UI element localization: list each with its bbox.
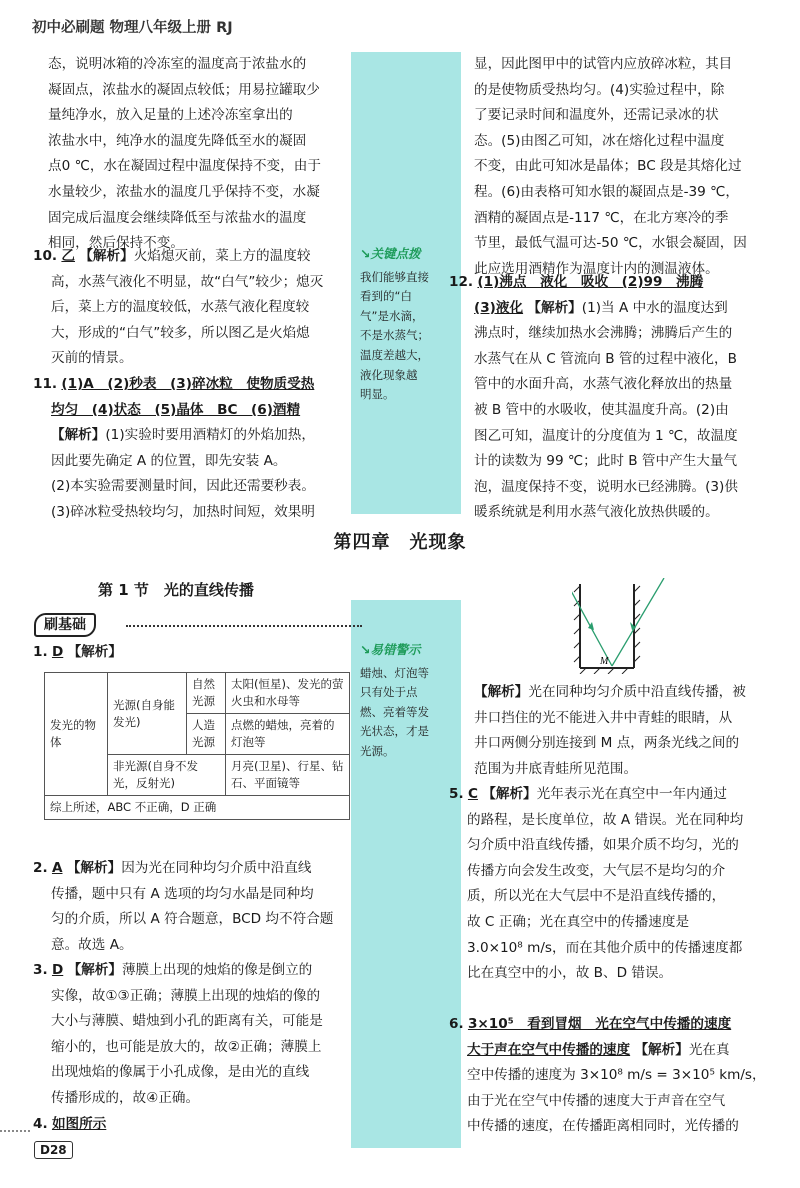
q6-block [449,1012,779,1140]
text-line: 由于光在空气中传播的速度大于声音在空气 [467,1092,726,1109]
tip-line: 蜡烛、灯泡等 [360,665,429,680]
text-line: 泡，温度保持不变，说明水已经沸腾。(3)供 [474,478,738,495]
text-line: 高，水蒸气液化不明显，故“白气”较少；熄灭 [51,273,324,290]
text-line: 缩小的，也可能是放大的，故②正确；薄膜上 [51,1038,322,1055]
answer: D [51,962,64,978]
well-frog-figure [572,578,682,674]
text-line: 态，说明冰箱的冷冻室的温度高于浓盐水的 [48,56,307,72]
analysis-label: 【解析】 [51,427,106,444]
text-line: 后，菜上方的温度较低，水蒸气液化程度较 [51,299,310,316]
text-line: 光在真 [688,1041,730,1058]
tip-line: 光状态，才是 [360,724,429,739]
answer: D [51,644,64,660]
error-warning-title: ↘易错警示 [360,642,421,657]
text-line: 比在真空中的小，故 B、D 错误。 [467,965,673,982]
q4-analysis-block [474,680,774,782]
answer: (1)A (2)秒表 (3)碎冰粒 使物质受热 [61,376,315,392]
q10-block [33,244,351,372]
text-line: 水量较少，浓盐水的温度几乎保持不变，水凝 [48,183,320,200]
q11-block [33,372,351,526]
page-header: 初中必刷题 物理八年级上册 RJ [32,20,233,36]
text-line: (1)当 A 中水的温度达到 [581,299,728,316]
analysis-label: 【解析】 [67,962,122,978]
tip-line: 不是水蒸气； [360,328,429,343]
text-line: 点0 ℃，水在凝固过程中温度保持不变，由于 [48,158,321,175]
analysis-label: 【解析】 [527,299,582,316]
text-line: 酒精的凝固点是-117 ℃，在北方寒冷的季 [474,209,729,226]
text-line: 因此要先确定 A 的位置，即先安装 A。 [51,452,287,469]
text-line: 质，所以光在大气层中不是沿直线传播的， [467,888,726,905]
analysis-label: 【解析】 [79,248,134,264]
analysis-label: 【解析】 [634,1041,689,1058]
answer: C [467,786,478,802]
text-line: 固完成后温度会继续降低至与浓盐水的温度 [48,209,307,226]
text-line: 传播，题中只有 A 选项的均匀水晶是同种均 [51,885,314,902]
q2-block [33,856,351,958]
dotted-divider [126,625,362,627]
text-line: 节里，最低气温可达-50 ℃，水银会凝固，因 [474,235,747,252]
q4-block [33,1112,351,1138]
text-line: 实像，故①③正确；薄膜上出现的烛焰的像的 [51,987,321,1004]
analysis-label: 【解析】 [66,860,122,876]
text-line: 管中的水面升高，水蒸气液化释放出的热量 [474,376,733,393]
table-cell: 点燃的蜡烛，亮着的灯泡等 [226,714,350,755]
analysis-label: 【解析】 [482,786,537,802]
text-line: 被 B 管中的水吸收，使其温度升高。(2)由 [474,401,729,418]
tip-line: 看到的“白 [360,289,412,304]
tip-line: 液化现象越 [360,367,418,382]
text-line: 井口挡住的光不能进入井中青蛙的眼睛，从 [474,709,733,726]
text-line: 量纯净水，放入足量的上述冷冻室拿出的 [48,107,293,124]
text-line: 中传播的速度，在传播距离相同时，光传播的 [467,1118,739,1135]
text-line: 大小与薄膜、蜡烛到小孔的距离有关，可能是 [51,1013,323,1030]
text-line: 沸点时，继续加热水会沸腾；沸腾后产生的 [474,325,733,342]
text-line: 传播形成的，故④正确。 [51,1089,200,1106]
chapter-title: 第四章 光现象 [333,532,467,553]
page-number: D28 [34,1141,73,1159]
table-cell: 发光的物体 [45,673,108,796]
q12-block [449,270,779,526]
question-number: 1. [33,644,48,660]
table-cell: 光源(自身能发光) [108,673,187,755]
text-line: 图乙可知，温度计的分度值为 1 ℃，故温度 [474,427,738,444]
table-summary-row: 综上所述，ABC 不正确，D 正确 [45,796,350,820]
text-line: 匀介质中沿直线传播，如果介质不均匀，光的 [467,837,739,854]
text-line: 水蒸气在从 C 管流向 B 管的过程中液化，B [474,350,737,367]
text-line: (2)本实验需要测量时间，因此还需要秒表。 [51,478,315,495]
answer: A [51,860,63,876]
text-line: 空中传播的速度为 3×10⁸ m/s = 3×10⁵ km/s， [467,1067,766,1084]
section-title: 第 1 节 光的直线传播 [98,581,254,599]
left-top-column [48,52,348,257]
footer-dots [0,1130,30,1132]
text-line: 故 C 正确；光在真空中的传播速度是 [467,913,690,930]
point-m-label: M [600,656,609,667]
right-top-column [474,52,774,282]
text-line: 意。故选 A。 [51,936,133,953]
text-line: 出现烛焰的像属于小孔成像，是由光的直线 [51,1064,310,1081]
text-line: 浓盐水中，纯净水的温度先降低至水的凝固 [48,132,307,149]
q1-block [33,640,351,666]
question-number: 10. [33,248,58,264]
text-line: 凝固点，浓盐水的凝固点较低；用易拉罐取少 [48,81,320,98]
text-line: 传播方向会发生改变，大气层不是均匀的介 [467,862,726,879]
question-number: 11. [33,376,58,392]
text-line: 相同，然后保持不变。 [48,235,184,252]
text-line: 光在同种均匀介质中沿直线传播，被 [528,684,746,700]
text-line: 匀的介质，所以 A 符合题意，BCD 均不符合题 [51,911,334,928]
tip-line: 气”是水滴， [360,308,424,323]
text-line: 因为光在同种均匀介质中沿直线 [121,860,312,876]
text-line: 光年表示光在真空中一年内通过 [536,786,727,802]
q3-block [33,958,351,1112]
basic-practice-label: 刷基础 [34,613,96,637]
tip-line: 只有处于点 [360,685,418,700]
key-tip-box [360,244,456,405]
q5-block [449,782,779,987]
question-number: 6. [449,1016,464,1032]
text-line: 显，因此图甲中的试管内应放碎冰粒，其目 [474,56,733,72]
answer: 大于声在空气中传播的速度 [467,1041,631,1058]
text-line: 了要记录时间和温度外，还需记录冰的状 [474,107,719,124]
answer: 如图所示 [51,1116,107,1132]
table-cell: 自然光源 [187,673,226,714]
text-line: 程。(6)由表格可知水银的凝固点是-39 ℃， [474,183,739,200]
answer: (3)液化 [474,299,524,316]
text-line: 态。(5)由图乙可知，冰在熔化过程中温度 [474,132,725,149]
text-line: 灭前的情景。 [51,350,133,367]
basic-practice-banner [34,613,362,637]
question-number: 4. [33,1116,48,1132]
table-cell: 人造光源 [187,714,226,755]
tip-line: 我们能够直接 [360,269,429,284]
text-line: 暖系统就是利用水蒸气液化放热供暖的。 [474,504,719,521]
answer: 均匀 (4)状态 (5)晶体 BC (6)酒精 [51,401,301,418]
text-line: 的路程，是长度单位，故 A 错误。光在同种均 [467,811,744,828]
key-tip-title: ↘关键点拨 [360,246,421,261]
analysis-label: 【解析】 [474,684,529,700]
text-line: 井口两侧分别连接到 M 点，两条光线之间的 [474,735,740,752]
text-line: 的是使物质受热均匀。(4)实验过程中，除 [474,81,725,98]
analysis-label: 【解析】 [67,644,122,660]
question-number: 2. [33,860,48,876]
text-line: 此应选用酒精作为温度计内的测温液体。 [474,260,719,277]
text-line: 火焰熄灭前，菜上方的温度较 [133,248,311,264]
question-number: 12. [449,274,474,290]
answer: (1)沸点 液化 吸收 (2)99 沸腾 [477,274,704,290]
question-number: 5. [449,786,464,802]
text-line: (1)实验时要用酒精灯的外焰加热， [105,427,315,444]
text-line: 计的读数为 99 ℃；此时 B 管中产生大量气 [474,453,738,470]
table-cell: 月亮(卫星)、行星、钻石、平面镜等 [226,755,350,796]
light-rays [572,578,664,666]
text-line: 3.0×10⁸ m/s，而在其他介质中的传播速度都 [467,939,743,956]
tip-line: 明显。 [360,387,395,402]
tip-line: 光源。 [360,743,395,758]
error-warning-box [360,640,456,762]
answer: 3×10⁵ 看到冒烟 光在空气中传播的速度 [467,1016,732,1032]
answer: 乙 [61,248,76,264]
table-cell: 非光源(自身不发光，反射光) [108,755,226,796]
classification-table [44,672,350,820]
text-line: 薄膜上出现的烛焰的像是倒立的 [121,962,313,978]
tip-line: 温度差越大， [360,347,429,362]
text-line: 范围为井底青蛙所见范围。 [474,760,638,777]
question-number: 3. [33,962,48,978]
tip-line: 燃、亮着等发 [360,704,429,719]
text-line: (3)碎冰粒受热较均匀，加热时间短，效果明 [51,503,315,520]
text-line: 大，形成的“白气”较多，所以图乙是火焰熄 [51,324,310,341]
table-cell: 太阳(恒星)、发光的萤火虫和水母等 [226,673,350,714]
text-line: 不变，由此可知冰是晶体；BC 段是其熔化过 [474,158,742,175]
